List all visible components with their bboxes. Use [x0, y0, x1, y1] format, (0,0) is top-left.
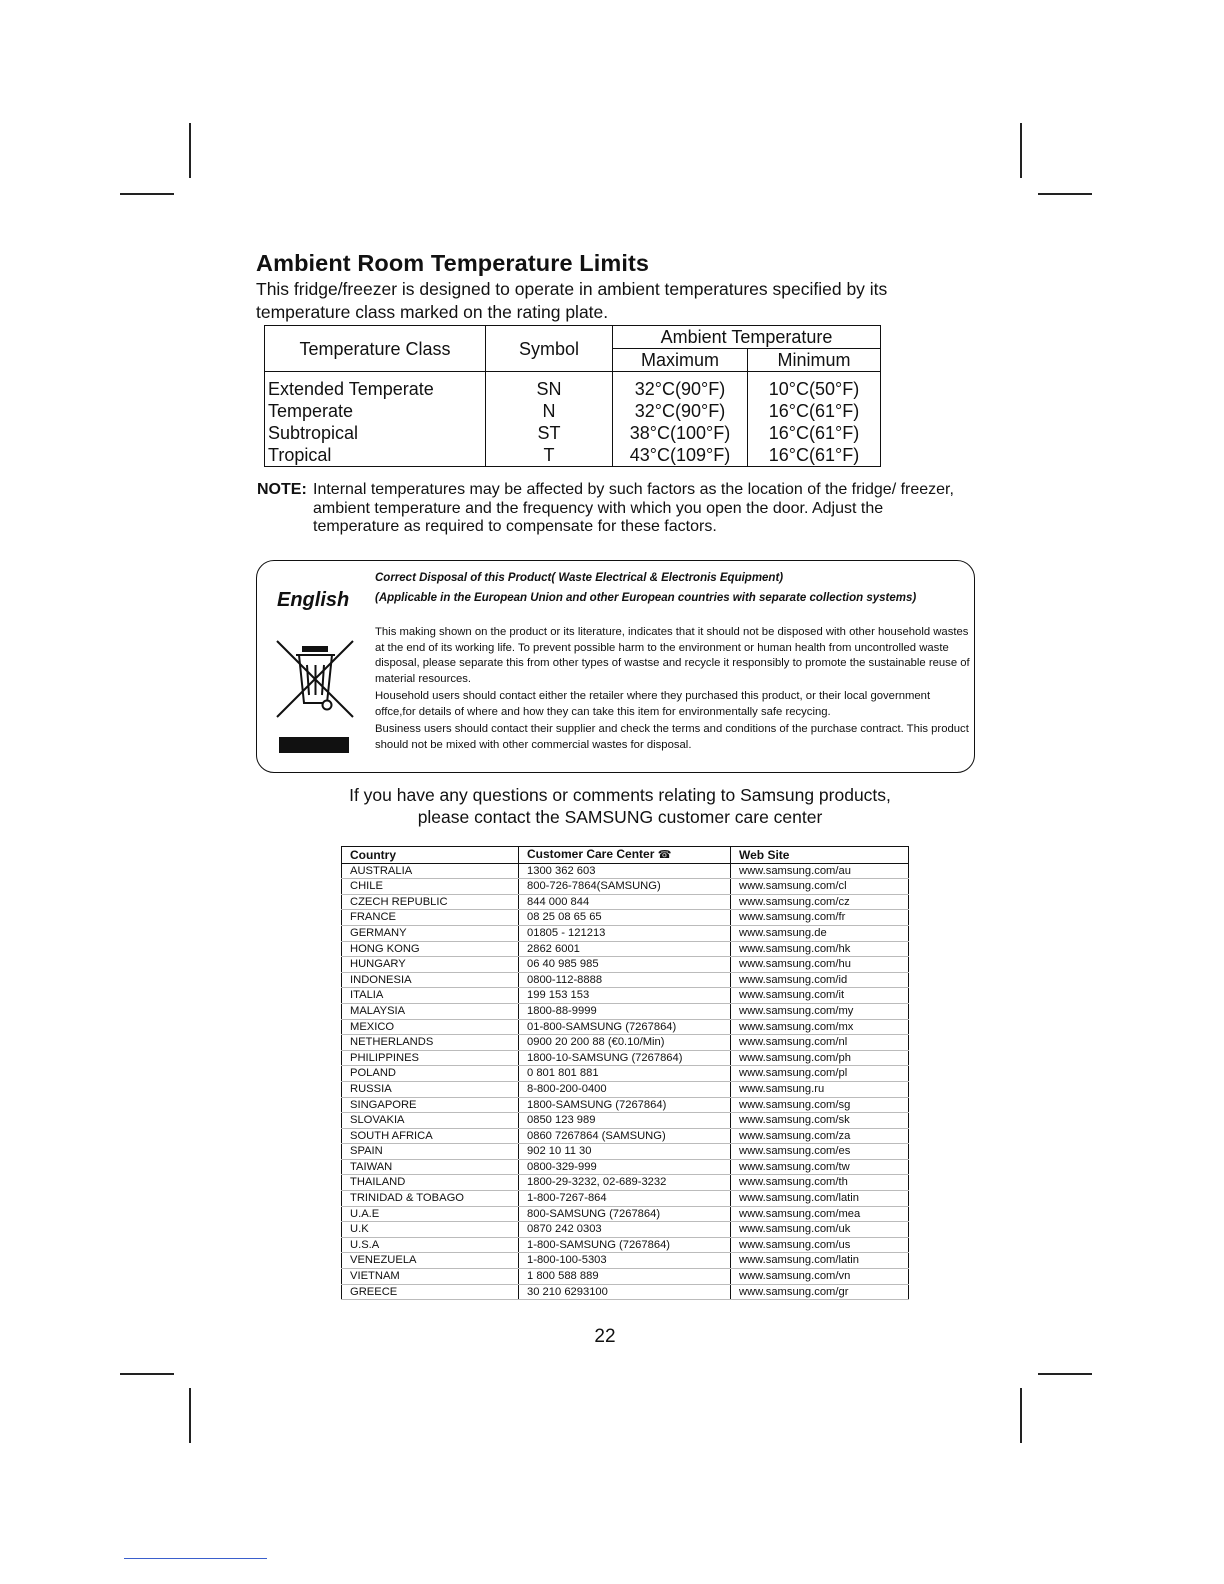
phone-cell: 800-SAMSUNG (7267864) [519, 1206, 731, 1222]
phone-cell: 199 153 153 [519, 988, 731, 1004]
phone-cell: 0800-112-8888 [519, 972, 731, 988]
crossed-bin-icon [273, 633, 357, 727]
phone-cell: 1800-88-9999 [519, 1003, 731, 1019]
note-block [257, 481, 957, 535]
table-row [265, 444, 881, 467]
table-row [342, 1003, 909, 1019]
table-row [342, 894, 909, 910]
website-cell[interactable]: www.samsung.com/ph [731, 1050, 909, 1066]
weee-paragraph: Business users should contact their supplier and check the terms and conditions of the purchase contract. This product should not be mixed with other commercial wastes for disposal. [375, 723, 969, 751]
class-cell: Subtropical [265, 422, 486, 444]
website-cell[interactable]: www.samsung.com/mea [731, 1206, 909, 1222]
class-cell: Temperate [265, 400, 486, 422]
note-label: NOTE: [257, 481, 307, 498]
country-cell: HONG KONG [342, 941, 519, 957]
weee-disposal-box [256, 560, 975, 773]
country-cell: RUSSIA [342, 1081, 519, 1097]
table-row [342, 1206, 909, 1222]
crop-mark [1020, 1388, 1022, 1443]
phone-cell: 1-800-7267-864 [519, 1191, 731, 1207]
website-cell[interactable]: www.samsung.com/hu [731, 957, 909, 973]
phone-cell: 1800-29-3232, 02-689-3232 [519, 1175, 731, 1191]
phone-icon: ☎ [657, 849, 672, 861]
symbol-cell: N [486, 400, 613, 422]
col-header-min: Minimum [748, 349, 881, 372]
website-cell[interactable]: www.samsung.com/hk [731, 941, 909, 957]
care-table-body [342, 863, 909, 1300]
weee-heading [375, 568, 965, 608]
phone-cell: 0860 7267864 (SAMSUNG) [519, 1128, 731, 1144]
phone-cell: 08 25 08 65 65 [519, 910, 731, 926]
country-cell: U.K [342, 1222, 519, 1238]
col-header-care-center [519, 847, 731, 864]
phone-cell: 06 40 985 985 [519, 957, 731, 973]
website-cell[interactable]: www.samsung.com/nl [731, 1035, 909, 1051]
country-cell: FRANCE [342, 910, 519, 926]
phone-cell: 0900 20 200 88 (€0.10/Min) [519, 1035, 731, 1051]
country-cell: U.A.E [342, 1206, 519, 1222]
table-row [342, 1081, 909, 1097]
crop-mark [189, 1388, 191, 1443]
table-row [265, 422, 881, 444]
country-cell: PHILIPPINES [342, 1050, 519, 1066]
table-row [342, 988, 909, 1004]
class-cell: Extended Temperate [265, 372, 486, 401]
country-cell: CZECH REPUBLIC [342, 894, 519, 910]
country-cell: U.S.A [342, 1237, 519, 1253]
col-header-class: Temperature Class [265, 326, 486, 372]
class-cell: Tropical [265, 444, 486, 467]
phone-cell: 01805 - 121213 [519, 925, 731, 941]
website-cell[interactable]: www.samsung.com/au [731, 863, 909, 879]
phone-cell: 30 210 6293100 [519, 1284, 731, 1300]
table-row [342, 1128, 909, 1144]
weee-body [375, 625, 970, 755]
table-row [342, 1191, 909, 1207]
table-row [342, 910, 909, 926]
country-cell: TRINIDAD & TOBAGO [342, 1191, 519, 1207]
crop-mark [1020, 123, 1022, 178]
website-cell[interactable]: www.samsung.com/my [731, 1003, 909, 1019]
country-cell: AUSTRALIA [342, 863, 519, 879]
website-cell[interactable]: www.samsung.com/za [731, 1128, 909, 1144]
website-cell[interactable]: www.samsung.com/sk [731, 1113, 909, 1129]
country-cell: VENEZUELA [342, 1253, 519, 1269]
country-cell: HUNGARY [342, 957, 519, 973]
note-text: Internal temperatures may be affected by such factors as the location of the fridge/ freezer, ambient temperature and the frequency with which you open the door. Adjust the temperature as required to compensate for these factors. [313, 481, 954, 535]
weee-paragraph: Household users should contact either the retailer where they purchased this product, or their local government offce,for details of where and how they can take this item for environmentally safe recycing. [375, 690, 931, 718]
col-header-country: Country [342, 847, 519, 864]
phone-cell: 1800-SAMSUNG (7267864) [519, 1097, 731, 1113]
website-cell[interactable]: www.samsung.com/cz [731, 894, 909, 910]
website-cell[interactable]: www.samsung.com/gr [731, 1284, 909, 1300]
col-header-max: Maximum [613, 349, 748, 372]
contact-intro-line: please contact the SAMSUNG customer care center [417, 807, 823, 827]
website-cell[interactable]: www.samsung.com/vn [731, 1269, 909, 1285]
table-row [342, 1035, 909, 1051]
symbol-cell: ST [486, 422, 613, 444]
col-header-web-site: Web Site [731, 847, 909, 864]
table-row [342, 1144, 909, 1160]
table-row [342, 879, 909, 895]
phone-cell: 0800-329-999 [519, 1159, 731, 1175]
customer-care-table [341, 846, 909, 1300]
min-cell: 10°C(50°F) [748, 372, 881, 401]
table-row [342, 1175, 909, 1191]
country-cell: POLAND [342, 1066, 519, 1082]
table-row [342, 1050, 909, 1066]
contact-intro-line: If you have any questions or comments relating to Samsung products, [349, 785, 891, 805]
website-cell[interactable]: www.samsung.com/th [731, 1175, 909, 1191]
country-cell: GERMANY [342, 925, 519, 941]
table-row [342, 1269, 909, 1285]
phone-cell: 844 000 844 [519, 894, 731, 910]
table-row [342, 1097, 909, 1113]
phone-cell: 1300 362 603 [519, 863, 731, 879]
table-row [265, 400, 881, 422]
max-cell: 43°C(109°F) [613, 444, 748, 467]
contact-intro [0, 784, 1224, 828]
phone-cell: 0850 123 989 [519, 1113, 731, 1129]
max-cell: 32°C(90°F) [613, 400, 748, 422]
phone-cell: 800-726-7864(SAMSUNG) [519, 879, 731, 895]
website-cell[interactable]: www.samsung.com/latin [731, 1191, 909, 1207]
country-cell: TAIWAN [342, 1159, 519, 1175]
col-header-symbol: Symbol [486, 326, 613, 372]
col-header-care-center-label: Customer Care Center [527, 847, 655, 861]
country-cell: SPAIN [342, 1144, 519, 1160]
symbol-cell: T [486, 444, 613, 467]
min-cell: 16°C(61°F) [748, 400, 881, 422]
intro-paragraph: This fridge/freezer is designed to operate in ambient temperatures specified by its temperature class marked on the rating plate. [256, 279, 888, 322]
footer-underline [124, 1558, 267, 1559]
website-cell[interactable]: www.samsung.com/tw [731, 1159, 909, 1175]
table-row [342, 1222, 909, 1238]
website-cell[interactable]: www.samsung.com/latin [731, 1253, 909, 1269]
country-cell: MEXICO [342, 1019, 519, 1035]
temperature-class-table [264, 325, 881, 467]
phone-cell: 2862 6001 [519, 941, 731, 957]
website-cell[interactable]: www.samsung.com/fr [731, 910, 909, 926]
country-cell: VIETNAM [342, 1269, 519, 1285]
website-cell[interactable]: www.samsung.com/us [731, 1237, 909, 1253]
weee-heading-line: (Applicable in the European Union and other European countries with separate collection systems) [375, 592, 917, 604]
website-cell[interactable]: www.samsung.com/pl [731, 1066, 909, 1082]
language-label: English [277, 589, 350, 611]
table-row [342, 957, 909, 973]
website-cell[interactable]: www.samsung.ru [731, 1081, 909, 1097]
website-cell[interactable]: www.samsung.com/id [731, 972, 909, 988]
website-cell[interactable]: www.samsung.com/sg [731, 1097, 909, 1113]
max-cell: 38°C(100°F) [613, 422, 748, 444]
country-cell: CHILE [342, 879, 519, 895]
website-cell[interactable]: www.samsung.com/es [731, 1144, 909, 1160]
table-row [342, 941, 909, 957]
phone-cell: 1 800 588 889 [519, 1269, 731, 1285]
table-row [342, 1019, 909, 1035]
table-row [342, 1066, 909, 1082]
country-cell: GREECE [342, 1284, 519, 1300]
weee-paragraph: This making shown on the product or its literature, indicates that it should not be disposed with other household wastes at the end of its working life. To prevent possible harm to the environment or human health from uncontrolled waste disposal, please separate this from other types of wastse and recycle it responsibly to promote the sustainable reuse of material resources. [375, 626, 970, 685]
max-cell: 32°C(90°F) [613, 372, 748, 401]
country-cell: THAILAND [342, 1175, 519, 1191]
table-row [342, 1253, 909, 1269]
crop-mark [1038, 193, 1092, 195]
crop-mark [189, 123, 191, 178]
crop-mark [1038, 1373, 1092, 1375]
col-header-ambient: Ambient Temperature [613, 326, 881, 349]
phone-cell: 1800-10-SAMSUNG (7267864) [519, 1050, 731, 1066]
website-cell[interactable]: www.samsung.com/it [731, 988, 909, 1004]
min-cell: 16°C(61°F) [748, 422, 881, 444]
table-row [265, 372, 881, 401]
min-cell: 16°C(61°F) [748, 444, 881, 467]
table-row [342, 925, 909, 941]
country-cell: SINGAPORE [342, 1097, 519, 1113]
table-row [342, 863, 909, 879]
table-row [342, 972, 909, 988]
website-cell[interactable]: www.samsung.com/mx [731, 1019, 909, 1035]
phone-cell: 1-800-SAMSUNG (7267864) [519, 1237, 731, 1253]
weee-heading-line: Correct Disposal of this Product( Waste Electrical & Electronis Equipment) [375, 572, 784, 584]
country-cell: MALAYSIA [342, 1003, 519, 1019]
phone-cell: 8-800-200-0400 [519, 1081, 731, 1097]
crop-mark [120, 193, 174, 195]
phone-cell: 01-800-SAMSUNG (7267864) [519, 1019, 731, 1035]
phone-cell: 0870 242 0303 [519, 1222, 731, 1238]
website-cell[interactable]: www.samsung.com/uk [731, 1222, 909, 1238]
country-cell: NETHERLANDS [342, 1035, 519, 1051]
country-cell: SOUTH AFRICA [342, 1128, 519, 1144]
country-cell: INDONESIA [342, 972, 519, 988]
phone-cell: 0 801 801 881 [519, 1066, 731, 1082]
table-row [342, 1284, 909, 1300]
country-cell: SLOVAKIA [342, 1113, 519, 1129]
page-number: 22 [594, 1326, 616, 1347]
section-title: Ambient Room Temperature Limits [256, 250, 650, 276]
country-cell: ITALIA [342, 988, 519, 1004]
phone-cell: 1-800-100-5303 [519, 1253, 731, 1269]
table-row [342, 1113, 909, 1129]
website-cell[interactable]: www.samsung.com/cl [731, 879, 909, 895]
website-cell[interactable]: www.samsung.de [731, 925, 909, 941]
table-row [342, 1159, 909, 1175]
table-row [342, 1237, 909, 1253]
symbol-cell: SN [486, 372, 613, 401]
crop-mark [120, 1373, 174, 1375]
phone-cell: 902 10 11 30 [519, 1144, 731, 1160]
black-bar [279, 737, 349, 753]
